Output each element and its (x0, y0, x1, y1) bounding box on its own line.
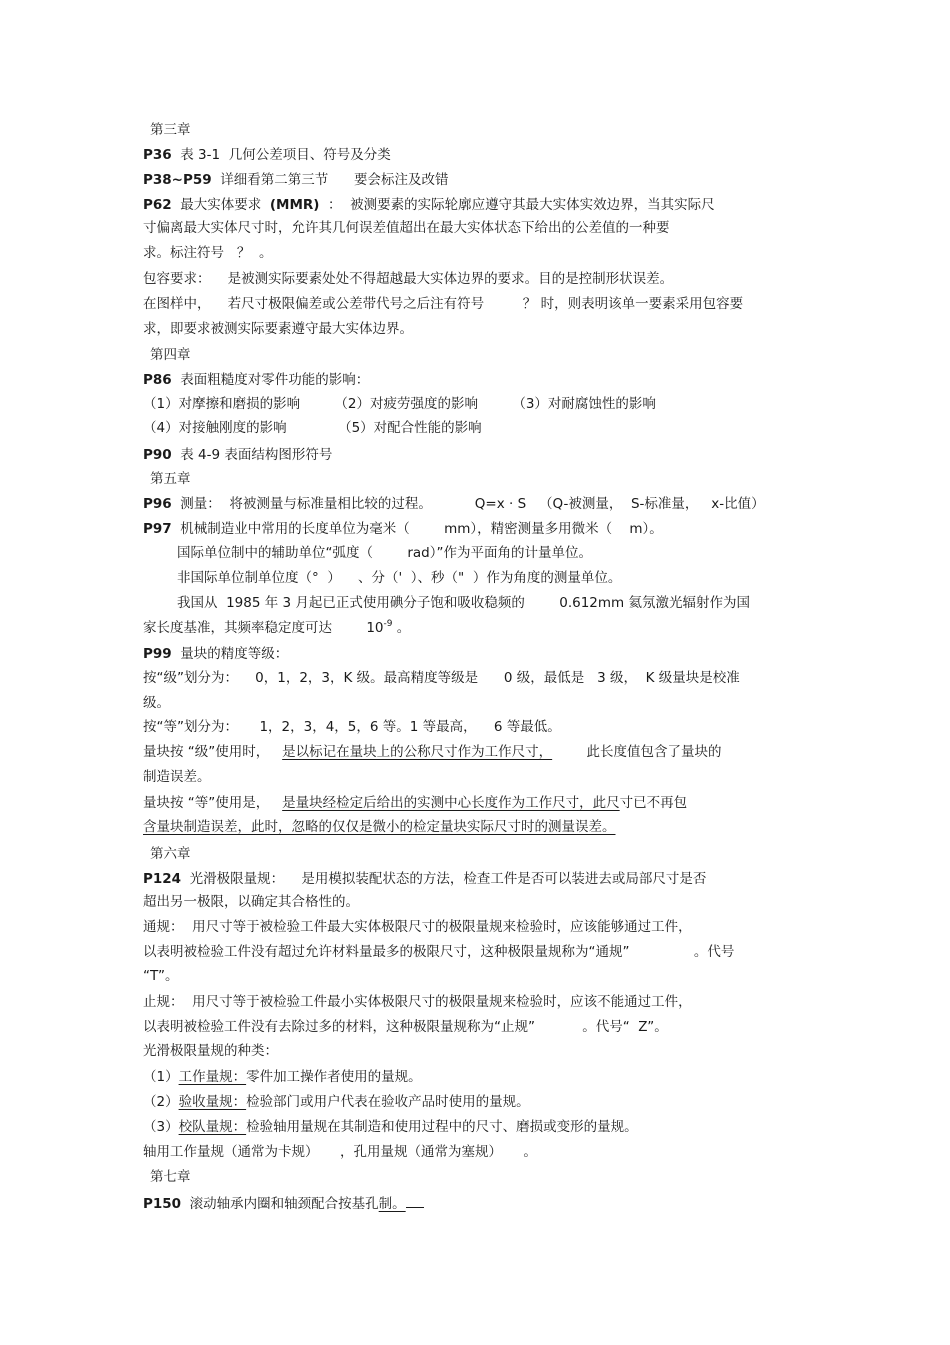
text-line: 超出另一极限，以确定其合格性的。 (143, 894, 359, 910)
text-line: 按“等”划分为： 1，2，3，4，5，6 等。1 等最高， 6 等最低。 (143, 719, 561, 735)
text-line: 非国际单位制单位度（° ） 、分（' ）、秒（" ）作为角度的测量单位。 (177, 570, 622, 586)
chapter-6-heading: 第六章 (150, 846, 191, 862)
chapter-7-heading: 第七章 (150, 1169, 191, 1185)
text-line: 家长度基准，其频率稳定度可达 $10^{-9}$ 。 (143, 619, 411, 636)
text-line: 以表明被检验工件没有超过允许材料量最多的极限尺寸，这种极限量规称为“通规” 。代号 (143, 944, 735, 960)
text-line: 含量块制造误差，此时，忽略的仅仅是微小的检定量块实际尺寸时的测量误差。 (143, 819, 616, 835)
text-line: 级。 (143, 695, 170, 711)
text-line: 求，即要求被测实际要素遵守最大实体边界。 (143, 321, 413, 337)
underline-blank (406, 1193, 424, 1208)
text-line: 在图样中， 若尺寸极限偏差或公差带代号之后注有符号 ？ 时，则表明该单一要素采用包容要 (143, 296, 744, 312)
text-line: 量块按 “等”使用是， 是量块经检定后给出的实测中心长度作为工作尺寸，此尺寸已不再包 (143, 795, 688, 811)
text-line: 光滑极限量规的种类： (143, 1043, 278, 1059)
text-line: 我国从 1985 年 3 月起已正式使用碘分子饱和吸收稳频的 0.612mm 氦氖激光辐射作为国 (177, 595, 750, 611)
text-line: 按“级”划分为： 0，1，2，3，K 级。最高精度等级是 0 级，最低是 3 级， K 级量块是校准 (143, 670, 740, 686)
chapter-4-heading: 第四章 (150, 347, 191, 363)
text-line: （1）对摩擦和磨损的影响 （2）对疲劳强度的影响 （3）对耐腐蚀性的影响 (143, 396, 656, 412)
text-line: 包容要求： 是被测实际要素处处不得超越最大实体边界的要求。目的是控制形状误差。 (143, 271, 674, 287)
text-line: P99 量块的精度等级： (143, 646, 289, 662)
list-item: （2）验收量规：检验部门或用户代表在验收产品时使用的量规。 (143, 1094, 530, 1110)
chapter-3-heading: 第三章 (150, 122, 191, 138)
text-line: P124 光滑极限量规： 是用模拟装配状态的方法，检查工件是否可以装进去或局部尺寸是否 (143, 871, 707, 887)
text-line: 止规： 用尺寸等于被检验工件最小实体极限尺寸的极限量规来检验时，应该不能通过工件， (143, 994, 692, 1010)
text-line: “T”。 (143, 968, 179, 984)
text-line: P90 表 4-9 表面结构图形符号 (143, 447, 333, 463)
chapter-5-heading: 第五章 (150, 471, 191, 487)
text-line: 国际单位制中的辅助单位“弧度（ rad）”作为平面角的计量单位。 (177, 545, 592, 561)
text-line: 轴用工作量规（通常为卡规） ，孔用量规（通常为塞规） 。 (143, 1144, 537, 1160)
list-item: （1）工作量规：零件加工操作者使用的量规。 (143, 1069, 422, 1085)
text-line: 制造误差。 (143, 769, 211, 785)
text-line: 求。标注符号 ？ 。 (143, 245, 273, 261)
text-line: P150 滚动轴承内圈和轴颈配合按基孔制。 (143, 1193, 424, 1213)
text-line: P36 表 3-1 几何公差项目、符号及分类 (143, 147, 391, 163)
text-line: P86 表面粗糙度对零件功能的影响： (143, 372, 370, 388)
text-line: 量块按 “级”使用时， 是以标记在量块上的公称尺寸作为工作尺寸， 此长度值包含了量块的 (143, 744, 722, 760)
text-line: P62 最大实体要求 (MMR) ： 被测要素的实际轮廓应遵守其最大实体实效边界，当其实际尺 (143, 197, 715, 213)
text-line: （4）对接触刚度的影响 （5）对配合性能的影响 (143, 420, 482, 436)
text-line: 通规： 用尺寸等于被检验工件最大实体极限尺寸的极限量规来检验时，应该能够通过工件， (143, 919, 692, 935)
text-line: P38~P59 详细看第二第三节 要会标注及改错 (143, 172, 449, 188)
text-line: 以表明被检验工件没有去除过多的材料，这种极限量规称为“止规” 。代号“ Z”。 (143, 1019, 668, 1035)
text-line: P97 机械制造业中常用的长度单位为毫米（ mm），精密测量多用微米（ m）。 (143, 521, 663, 537)
text-line: P96 测量： 将被测量与标准量相比较的过程。 Q=x · S （Q-被测量， S-标准量， x-比值） (143, 496, 765, 512)
list-item: （3）校队量规：检验轴用量规在其制造和使用过程中的尺寸、磨损或变形的量规。 (143, 1119, 638, 1135)
text-line: 寸偏离最大实体尺寸时，允许其几何误差值超出在最大实体状态下给出的公差值的一种要 (143, 220, 670, 236)
